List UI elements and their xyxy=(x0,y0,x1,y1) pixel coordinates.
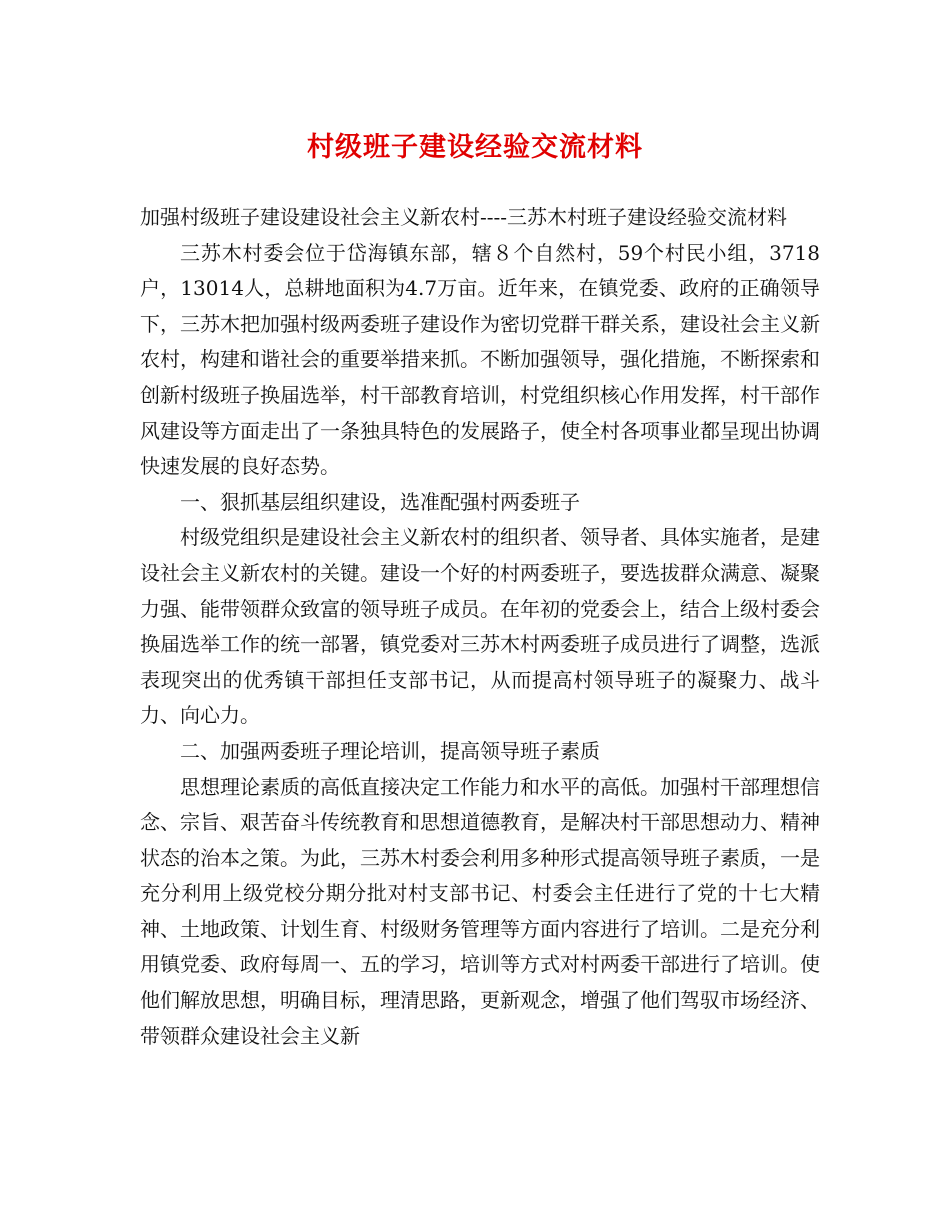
section-heading-2: 二、加强两委班子理论培训，提高领导班子素质 xyxy=(180,738,600,763)
section-paragraph-2: 思想理论素质的高低直接决定工作能力和水平的高低。加强村干部理想信念、宗旨、艰苦奋斗传统教育和思想道德教育，是解决村干部思想动力、精神状态的治本之策。为此，三苏木村委会利用多种形式提高领导班子素质，一是充分利用上级党校分期分批对村支部书记、村委会主任进行了党的十七大精神、土地政策、计划生育、村级财务管理等方面内容进行了培训。二是充分利用镇党委、政府每周一、五的学习，培训等方式对村两委干部进行了培训。使他们解放思想，明确目标，理清思路，更新观念，增强了他们驾驭市场经济、带领群众建设社会主义新 xyxy=(140,774,820,1048)
document-subtitle: 加强村级班子建设建设社会主义新农村----三苏木村班子建设经验交流材料 xyxy=(140,205,788,229)
intro-paragraph: 三苏木村委会位于岱海镇东部，辖８个自然村，59个村民小组，3718户，13014人，总耕地面积为4.7万亩。近年来，在镇党委、政府的正确领导下，三苏木把加强村级两委班子建设作为密切党群干群关系，建设社会主义新农村，构建和谐社会的重要举措来抓。不断加强领导，强化措施，不断探索和创新村级班子换届选举，村干部教育培训，村党组织核心作用发挥，村干部作风建设等方面走出了一条独具特色的发展路子，使全村各项事业都呈现出协调快速发展的良好态势。 xyxy=(140,240,820,479)
section-paragraph-1: 村级党组织是建设社会主义新农村的组织者、领导者、具体实施者，是建设社会主义新农村的关键。建设一个好的村两委班子，要选拔群众满意、凝聚力强、能带领群众致富的领导班子成员。在年初的党委会上，结合上级村委会换届选举工作的统一部署，镇党委对三苏木村两委班子成员进行了调整，选派表现突出的优秀镇干部担任支部书记，从而提高村领导班子的凝聚力、战斗力、向心力。 xyxy=(140,525,820,728)
section-heading-1: 一、狠抓基层组织建设，选准配强村两委班子 xyxy=(180,489,580,514)
document-body xyxy=(140,200,820,1054)
document-title: 村级班子建设经验交流材料 xyxy=(307,132,643,163)
